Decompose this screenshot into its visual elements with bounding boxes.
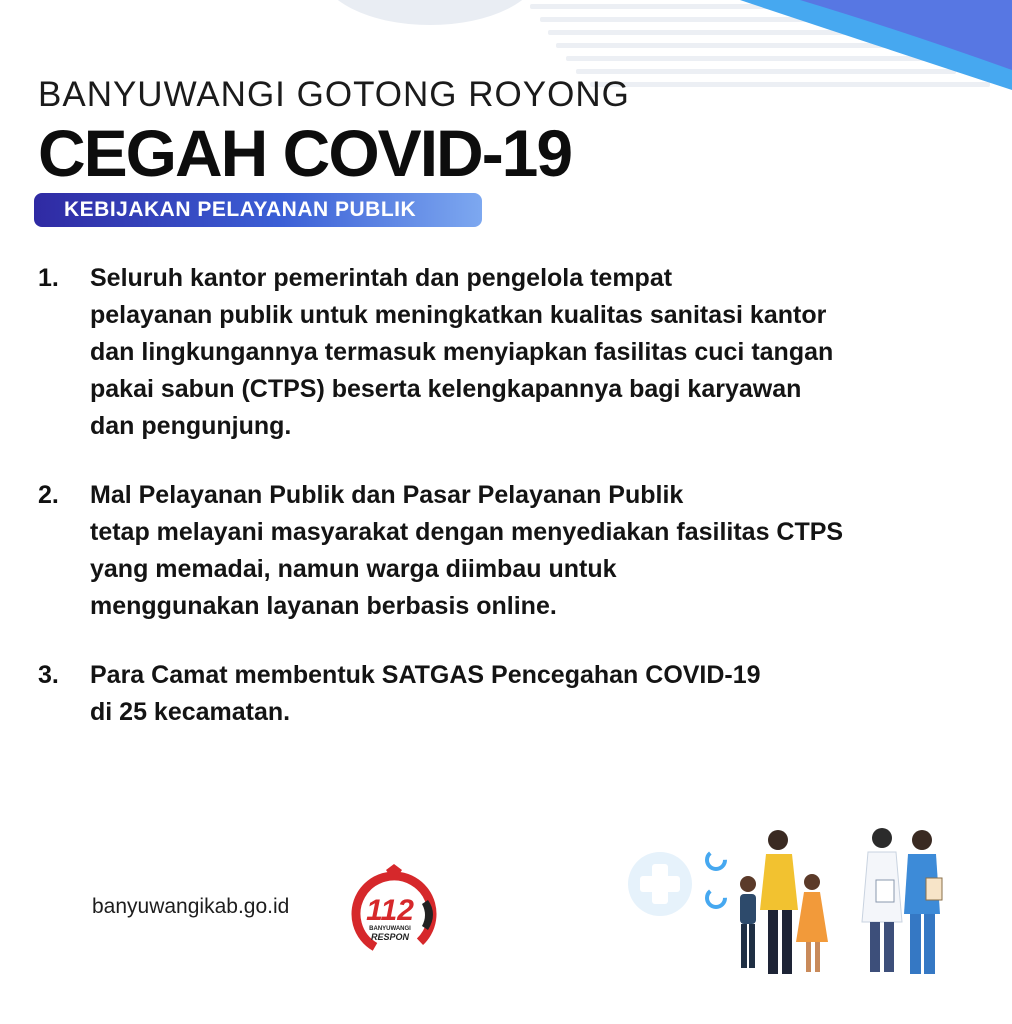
logo-number: 112 xyxy=(366,894,414,927)
112-respon-logo xyxy=(346,862,446,962)
category-badge: KEBIJAKAN PELAYANAN PUBLIK xyxy=(64,198,417,221)
list-item xyxy=(38,477,978,625)
logo-text-top: BANYUWANGI xyxy=(369,926,411,932)
item-text: Seluruh kantor pemerintah dan pengelola tempat pelayanan publik untuk meningkatkan kualitas sanitasi kantor dan lingkungannya termasuk menyiapkan fasilitas cuci tangan pakai sabun (CTPS) beserta kelengkapannya bagi karyawan dan pengunjung. xyxy=(90,264,834,440)
item-number: 3. xyxy=(38,661,59,689)
page-title: CEGAH COVID-19 xyxy=(38,116,572,190)
website-link[interactable]: banyuwangikab.go.id xyxy=(92,895,290,918)
item-number: 2. xyxy=(38,481,59,509)
header-subtitle: BANYUWANGI GOTONG ROYONG xyxy=(38,75,630,114)
medical-family-illustration xyxy=(620,822,960,1012)
item-text: Mal Pelayanan Publik dan Pasar Pelayanan Publik tetap melayani masyarakat dengan menyediakan fasilitas CTPS yang memadai, namun warga diimbau untuk menggunakan layanan berbasis online. xyxy=(90,481,844,620)
item-text: Para Camat membentuk SATGAS Pencegahan COVID-19 di 25 kecamatan. xyxy=(90,661,761,726)
list-item xyxy=(38,657,978,731)
item-number: 1. xyxy=(38,264,59,292)
logo-text-bottom: RESPON xyxy=(370,932,410,942)
header xyxy=(38,74,678,188)
policy-list xyxy=(38,260,978,763)
list-item xyxy=(38,260,978,445)
